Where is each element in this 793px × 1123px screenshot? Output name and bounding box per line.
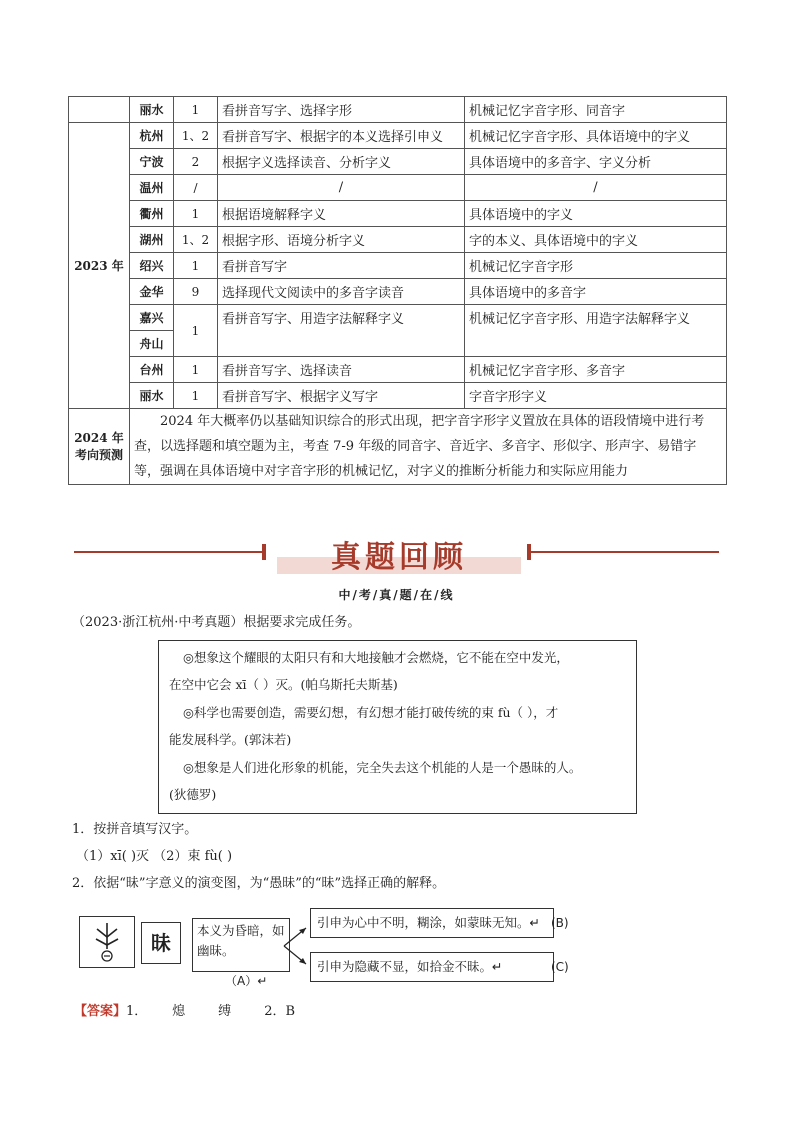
- question-number-cell: 1: [174, 253, 218, 279]
- table-row: [69, 279, 727, 305]
- table-row: [69, 409, 727, 485]
- content-cell: /: [218, 175, 465, 201]
- content-cell: 根据语境解释字义: [218, 201, 465, 227]
- city-cell: 嘉兴: [130, 305, 174, 331]
- question-number-cell: /: [174, 175, 218, 201]
- quote-line: 能发展科学。(郭沫若): [169, 732, 292, 747]
- quote-line: ◎想象这个耀眼的太阳只有和大地接触才会燃烧，它不能在空中发光，: [183, 650, 569, 665]
- branch-arrows: [282, 922, 310, 972]
- content-cell: 看拼音写字、根据字义写字: [218, 383, 465, 409]
- label-c: (C): [551, 960, 569, 974]
- point-cell: 机械记忆字音字形、同音字: [465, 97, 727, 123]
- point-cell: 字音字形字义: [465, 383, 727, 409]
- point-cell: /: [465, 175, 727, 201]
- task-1: 1．按拼音填写汉字。: [72, 822, 198, 837]
- label-b: (B): [551, 916, 569, 930]
- city-cell: 宁波: [130, 149, 174, 175]
- quote-line: 在空中它会 xī（ ）灭。(帕乌斯托夫斯基): [169, 677, 398, 692]
- table-row: [69, 175, 727, 201]
- table-row: [69, 97, 727, 123]
- content-cell: 根据字形、语境分析字义: [218, 227, 465, 253]
- banner-left-line: [74, 551, 262, 553]
- prediction-text: 2024 年大概率仍以基础知识综合的形式出现，把字音字形字义置放在具体的语段情境中进行考查，以选择题和填空题为主，考查 7-9 年级的同音字、音近字、多音字、形似字、形声字、易错字等，强调在具体语境中对字音字形的机械记忆，对字义的推断分析能力和实际应用能力: [130, 409, 727, 485]
- city-cell: 绍兴: [130, 253, 174, 279]
- content-cell: 看拼音写字: [218, 253, 465, 279]
- city-cell: 金华: [130, 279, 174, 305]
- table-row: [69, 149, 727, 175]
- question-number-cell: 1: [174, 305, 218, 357]
- banner-left-mark: [262, 544, 266, 560]
- table-row: [69, 357, 727, 383]
- point-cell: 机械记忆字音字形、具体语境中的字义: [465, 123, 727, 149]
- question-number-cell: 1: [174, 201, 218, 227]
- answer-text: 1． 熄 缚 2．B: [126, 1004, 296, 1019]
- question-number-cell: 1: [174, 383, 218, 409]
- content-cell: 根据字义选择读音、分析字义: [218, 149, 465, 175]
- quote-line: ◎科学也需要创造，需要幻想，有幻想才能打破传统的束 fù（ ），才: [183, 705, 559, 720]
- extended-meaning-b: 引申为心中不明，糊涂，如蒙昧无知。↵: [310, 908, 554, 938]
- content-cell: 选择现代文阅读中的多音字读音: [218, 279, 465, 305]
- extended-meaning-c: 引申为隐藏不显，如拾金不昧。↵: [310, 952, 554, 982]
- question-number-cell: 1: [174, 97, 218, 123]
- content-cell: 看拼音写字、根据字的本义选择引申义: [218, 123, 465, 149]
- original-meaning-box: 本义为昏暗，如幽昧。: [192, 918, 290, 972]
- quote-line: ◎想象是人们进化形象的机能，完全失去这个机能的人是一个愚昧的人。: [183, 760, 582, 775]
- city-cell: 丽水: [130, 383, 174, 409]
- section-title: 真题回顾: [331, 540, 467, 575]
- table-row: [69, 253, 727, 279]
- city-cell: 杭州: [130, 123, 174, 149]
- table-row: [69, 227, 727, 253]
- label-a: （A）↵: [225, 974, 268, 988]
- city-cell: 台州: [130, 357, 174, 383]
- content-cell: 看拼音写字、选择读音: [218, 357, 465, 383]
- question-number-cell: 1、2: [174, 123, 218, 149]
- answer: [74, 1000, 295, 1019]
- question-number-cell: 2: [174, 149, 218, 175]
- point-cell: 具体语境中的字义: [465, 201, 727, 227]
- point-cell: 具体语境中的多音字、字义分析: [465, 149, 727, 175]
- quote-box: [158, 640, 637, 814]
- question-number-cell: 1、2: [174, 227, 218, 253]
- section-subtitle: 中/考/真/题/在/线: [338, 588, 455, 602]
- character-box: 昧: [141, 922, 181, 964]
- point-cell: 机械记忆字音字形、用造字法解释字义: [465, 305, 727, 357]
- banner-right-mark: [527, 544, 531, 560]
- point-cell: 机械记忆字音字形、多音字: [465, 357, 727, 383]
- content-cell: 看拼音写字、选择字形: [218, 97, 465, 123]
- content-cell: 看拼音写字、用造字法解释字义: [218, 305, 465, 357]
- quote-line: (狄德罗): [169, 787, 217, 802]
- city-cell: 衢州: [130, 201, 174, 227]
- task-1-blanks: （1）xī( )灭 （2）束 fù( ): [76, 849, 233, 864]
- task-2: 2．依据“昧”字意义的演变图，为“愚昧”的“昧”选择正确的解释。: [72, 876, 446, 891]
- question-number-cell: 1: [174, 357, 218, 383]
- ancient-character-icon: [79, 916, 135, 968]
- city-cell: 温州: [130, 175, 174, 201]
- city-cell: 湖州: [130, 227, 174, 253]
- exam-analysis-table: [68, 96, 727, 485]
- table-row: [69, 123, 727, 149]
- year-cell: 2023 年: [69, 123, 130, 409]
- prediction-label: 2024 年考向预测: [69, 409, 130, 485]
- banner-right-line: [531, 551, 719, 553]
- answer-label: 【答案】: [74, 1004, 127, 1019]
- point-cell: 机械记忆字音字形: [465, 253, 727, 279]
- question-source: （2023·浙江杭州·中考真题）根据要求完成任务。: [72, 615, 361, 630]
- point-cell: 字的本义、具体语境中的字义: [465, 227, 727, 253]
- question-number-cell: 9: [174, 279, 218, 305]
- table-row: [69, 305, 727, 331]
- table-row: [69, 383, 727, 409]
- table-row: [69, 201, 727, 227]
- city-cell: 丽水: [130, 97, 174, 123]
- city-cell: 舟山: [130, 331, 174, 357]
- point-cell: 具体语境中的多音字: [465, 279, 727, 305]
